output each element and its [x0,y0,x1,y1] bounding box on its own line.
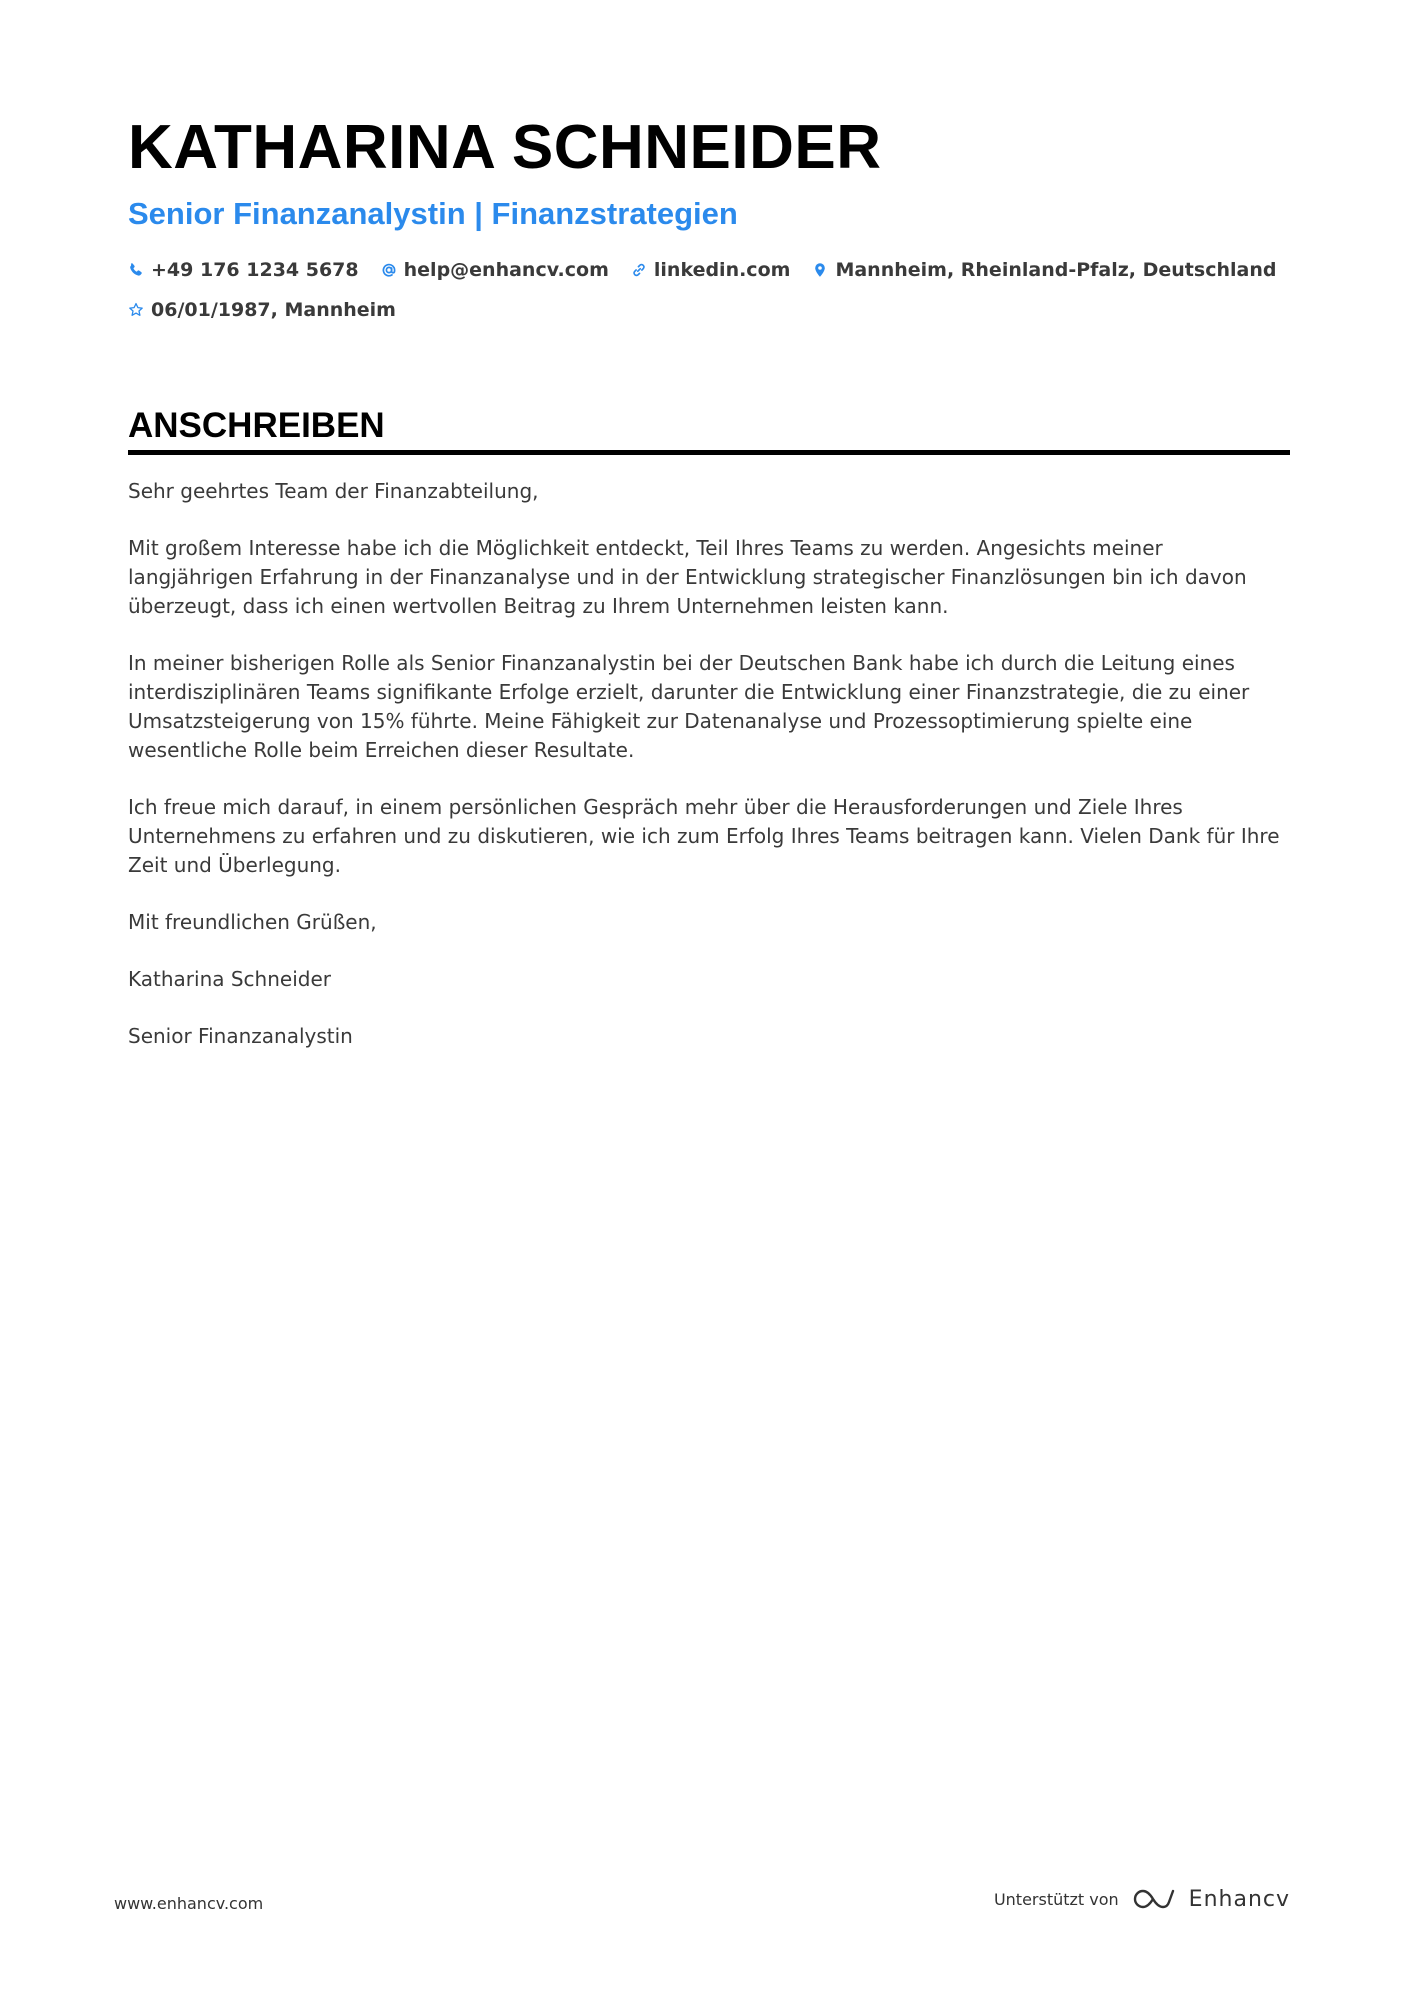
letter-body [128,477,1290,1051]
powered-by-text: Unterstützt von [993,1889,1119,1909]
letter-signature-title: Senior Finanzanalystin [128,1024,353,1048]
contact-list [128,256,1288,324]
phone-icon [128,262,144,278]
at-icon [381,262,397,278]
contact-phone-text: +49 176 1234 5678 [151,259,359,281]
letter-paragraph: Ich freue mich darauf, in einem persönlichen Gespräch mehr über die Herausforderungen und Ziele Ihres Unternehmens zu erfahren und zu diskutieren, wie ich zum Erfolg Ihres Teams beitragen kann. Vielen Dank für Ihre Zeit und Überlegung. [128,795,1280,877]
candidate-name: KATHARINA SCHNEIDER [128,113,882,182]
contact-phone [128,256,359,284]
contact-email-text: help@enhancv.com [403,259,609,281]
footer-website[interactable]: www.enhancv.com [114,1894,264,1913]
candidate-title: Senior Finanzanalystin | Finanzstrategien [128,196,738,231]
location-pin-icon [812,262,828,278]
contact-linkedin[interactable] [631,256,791,284]
link-icon [631,262,647,278]
contact-birth [128,296,396,324]
brand-name: Enhancv [1188,1886,1290,1912]
star-icon [128,302,144,318]
footer-branding[interactable] [994,1886,1290,1912]
contact-birth-text: 06/01/1987, Mannheim [151,299,396,321]
header [128,112,1288,324]
section-title: ANSCHREIBEN [128,404,1290,455]
letter-paragraph: Mit großem Interesse habe ich die Möglichkeit entdeckt, Teil Ihres Teams zu werden. Angesichts meiner langjährigen Erfahrung in der Finanzanalyse und in der Entwicklung strategischer Finanzlösungen bin ich davon überzeugt, dass ich einen wertvollen Beitrag zu Ihrem Unternehmen leisten kann. [128,536,1247,618]
cover-letter-section [128,404,1290,1079]
enhancv-logo-icon [1131,1886,1177,1912]
letter-signature-name: Katharina Schneider [128,967,331,991]
letter-paragraph: In meiner bisherigen Rolle als Senior Finanzanalystin bei der Deutschen Bank habe ich durch die Leitung eines interdisziplinären Teams signifikante Erfolge erzielt, darunter die Entwicklung einer Finanzstrategie, die zu einer Umsatzsteigerung von 15% führte. Meine Fähigkeit zur Datenanalyse und Prozessoptimierung spielte eine wesentliche Rolle beim Erreichen dieser Resultate. [128,651,1250,762]
contact-email[interactable] [381,256,609,284]
contact-linkedin-text: linkedin.com [653,259,791,281]
letter-closing: Mit freundlichen Grüßen, [128,910,377,934]
contact-location-text: Mannheim, Rheinland-Pfalz, Deutschland [835,259,1277,281]
letter-salutation: Sehr geehrtes Team der Finanzabteilung, [128,479,539,503]
contact-location [812,256,1276,284]
